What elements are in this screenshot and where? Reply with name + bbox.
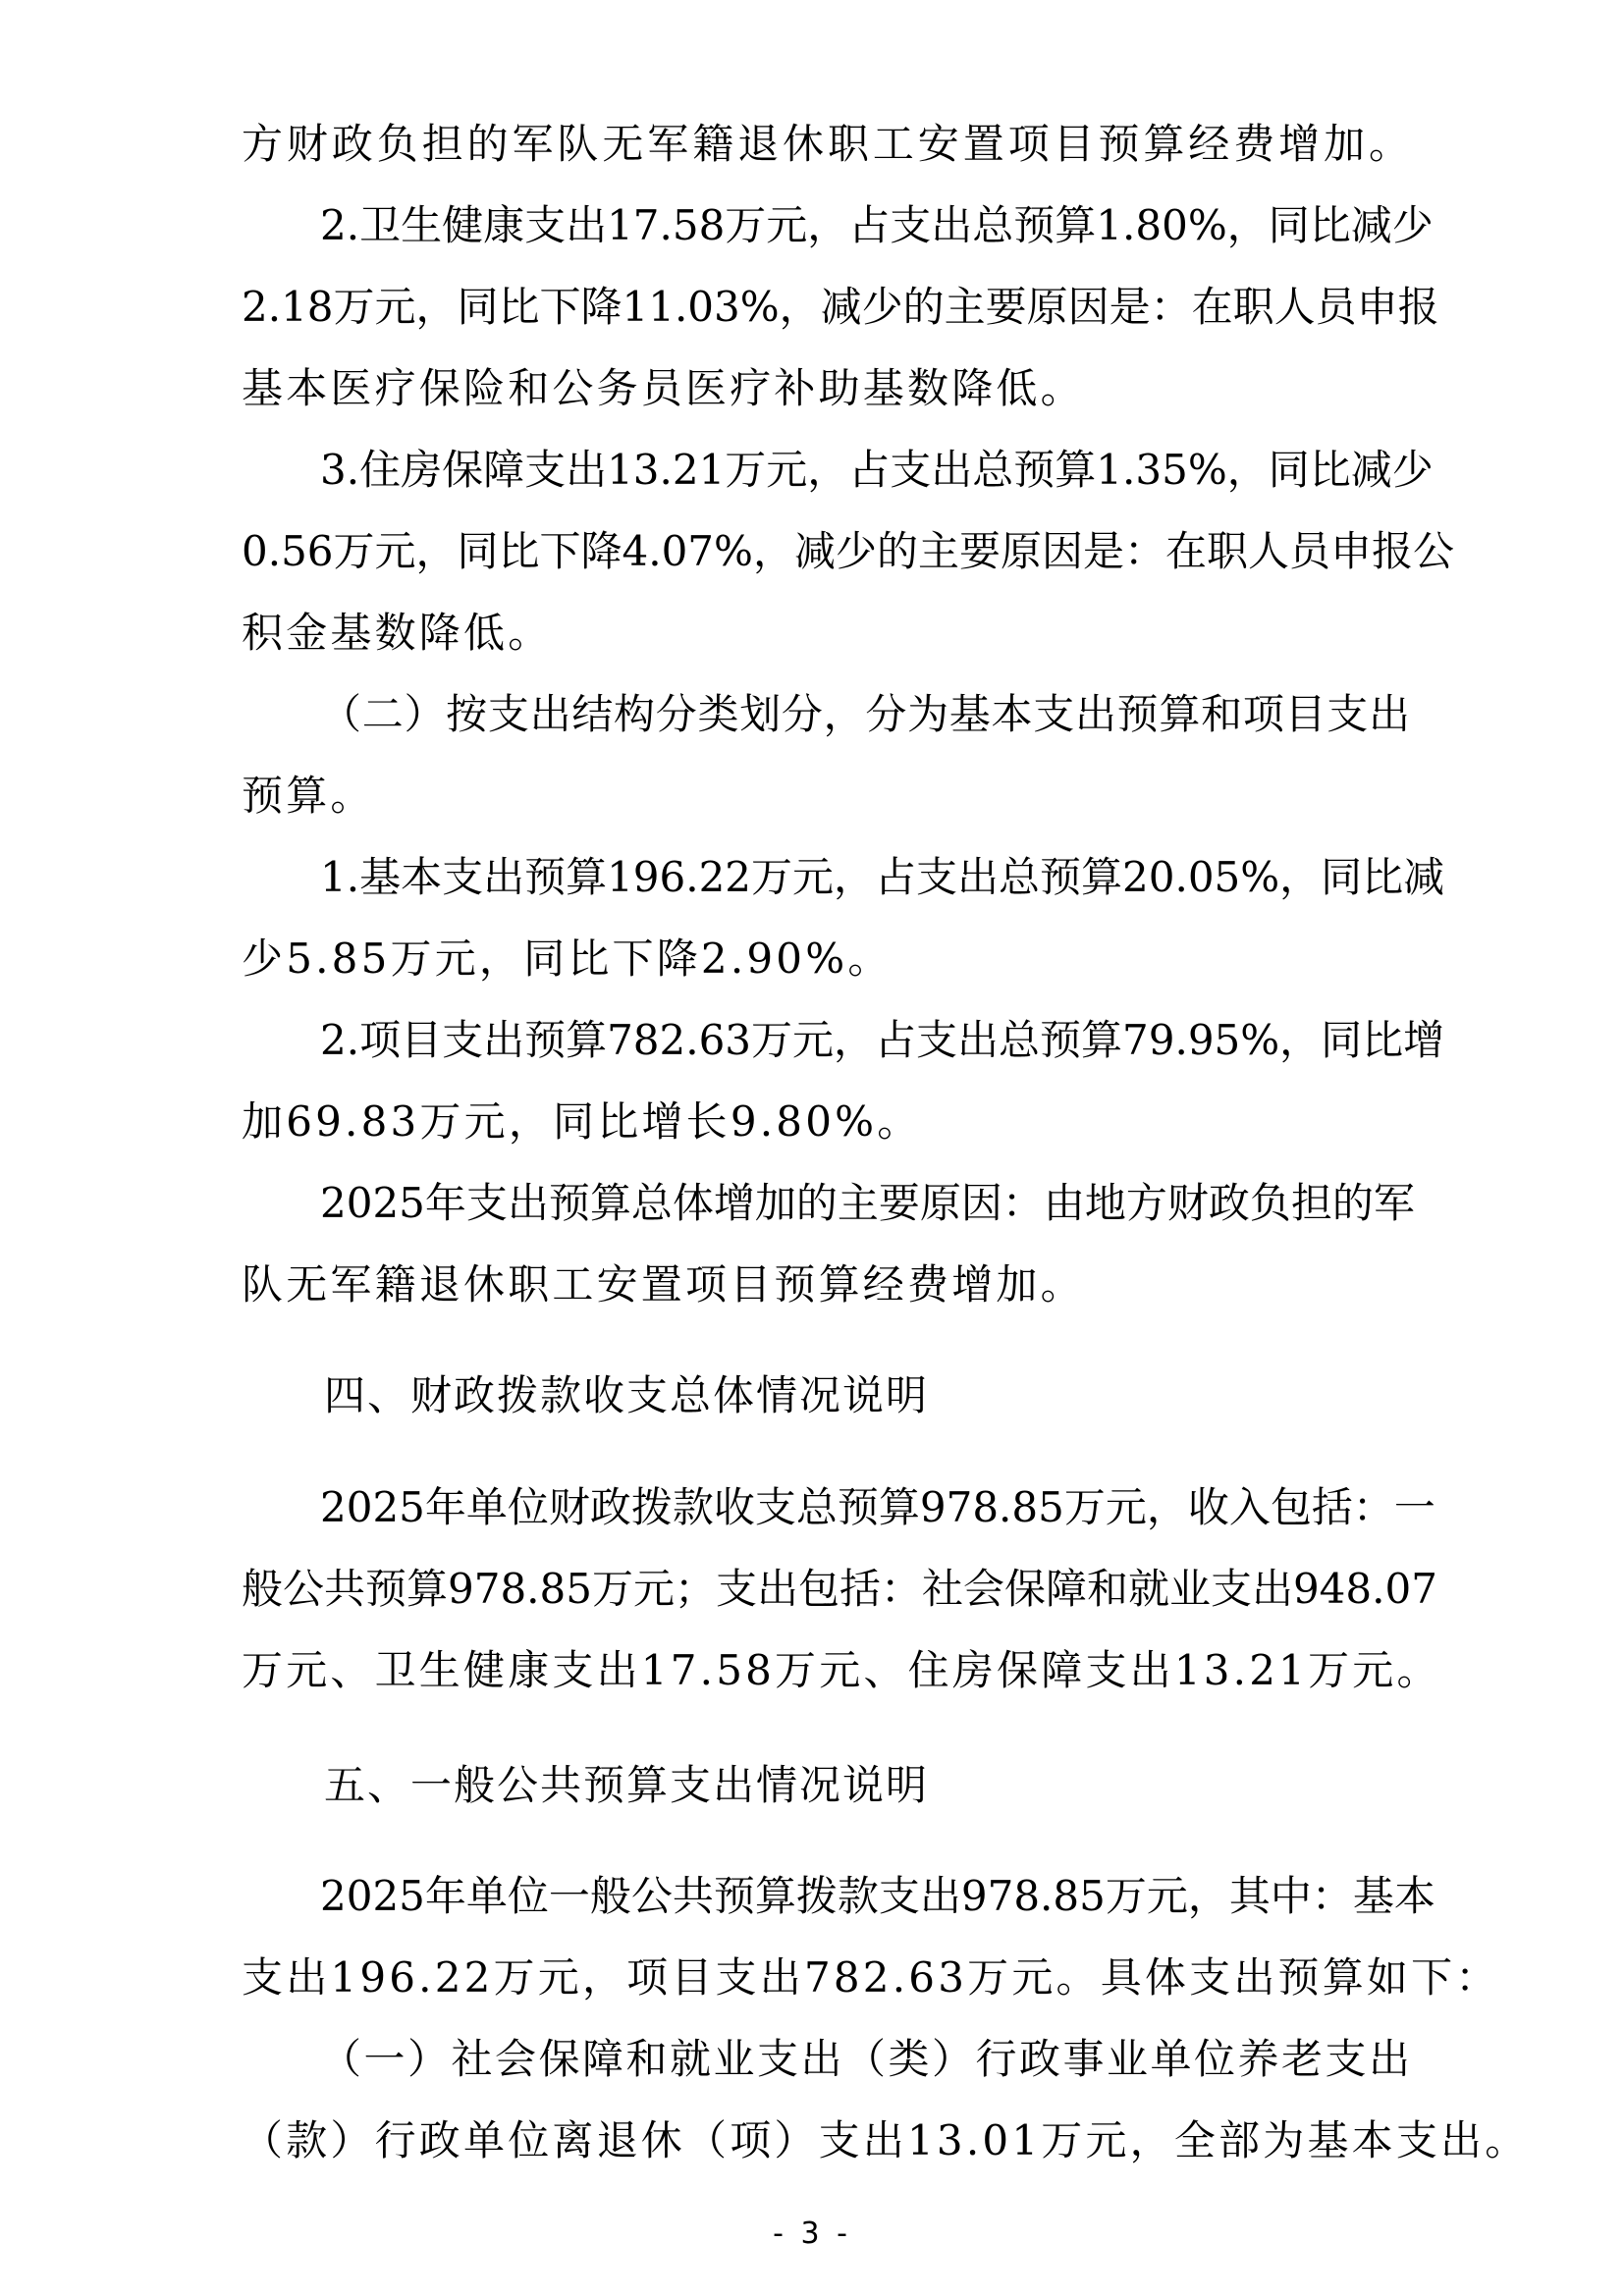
paragraph-line: 支出196.22万元，项目支出782.63万元。具体支出预算如下： xyxy=(242,1953,1500,2002)
paragraph-line: 预算。 xyxy=(242,772,375,820)
paragraph-line: 般公共预算978.85万元；支出包括：社会保障和就业支出948.07 xyxy=(242,1565,1437,1613)
paragraph-line: 2.项目支出预算782.63万元，占支出总预算79.95%，同比增 xyxy=(320,1016,1445,1064)
paragraph-line: 2025年支出预算总体增加的主要原因：由地方财政负担的军 xyxy=(320,1179,1415,1227)
paragraph-line: 2025年单位一般公共预算拨款支出978.85万元，其中：基本 xyxy=(320,1872,1435,1920)
paragraph-line: 队无军籍退休职工安置项目预算经费增加。 xyxy=(242,1260,1085,1308)
paragraph-line: （款）行政单位离退休（项）支出13.01万元，全部为基本支出。 xyxy=(242,2116,1530,2164)
paragraph-line: 2025年单位财政拨款收支总预算978.85万元，收入包括：一 xyxy=(320,1483,1435,1531)
section-heading-four: 四、财政拨款收支总体情况说明 xyxy=(324,1371,930,1419)
paragraph-line: 基本医疗保险和公务员医疗补助基数降低。 xyxy=(242,364,1085,412)
paragraph-line: 少5.85万元，同比下降2.90%。 xyxy=(242,934,893,983)
paragraph-line: （一）社会保障和就业支出（类）行政事业单位养老支出 xyxy=(320,2035,1410,2083)
paragraph-line: 3.住房保障支出13.21万元，占支出总预算1.35%，同比减少 xyxy=(320,446,1434,494)
paragraph-line: 加69.83万元，同比增长9.80%。 xyxy=(242,1097,922,1146)
paragraph-line: 0.56万元，同比下降4.07%，减少的主要原因是：在职人员申报公 xyxy=(242,527,1454,575)
paragraph-line: 2.卫生健康支出17.58万元，占支出总预算1.80%，同比减少 xyxy=(320,201,1434,249)
paragraph-line: 万元、卫生健康支出17.58万元、住房保障支出13.21万元。 xyxy=(242,1646,1441,1694)
paragraph-line: 积金基数降低。 xyxy=(242,609,553,657)
paragraph-line: 1.基本支出预算196.22万元，占支出总预算20.05%，同比减 xyxy=(320,853,1445,901)
paragraph-line: （二）按支出结构分类划分，分为基本支出预算和项目支出 xyxy=(320,690,1410,738)
page-number: - 3 - xyxy=(773,2216,851,2251)
paragraph-line: 方财政负担的军队无军籍退休职工安置项目预算经费增加。 xyxy=(242,120,1410,168)
section-heading-five: 五、一般公共预算支出情况说明 xyxy=(324,1761,930,1809)
paragraph-line: 2.18万元，同比下降11.03%，减少的主要原因是：在职人员申报 xyxy=(242,283,1439,331)
